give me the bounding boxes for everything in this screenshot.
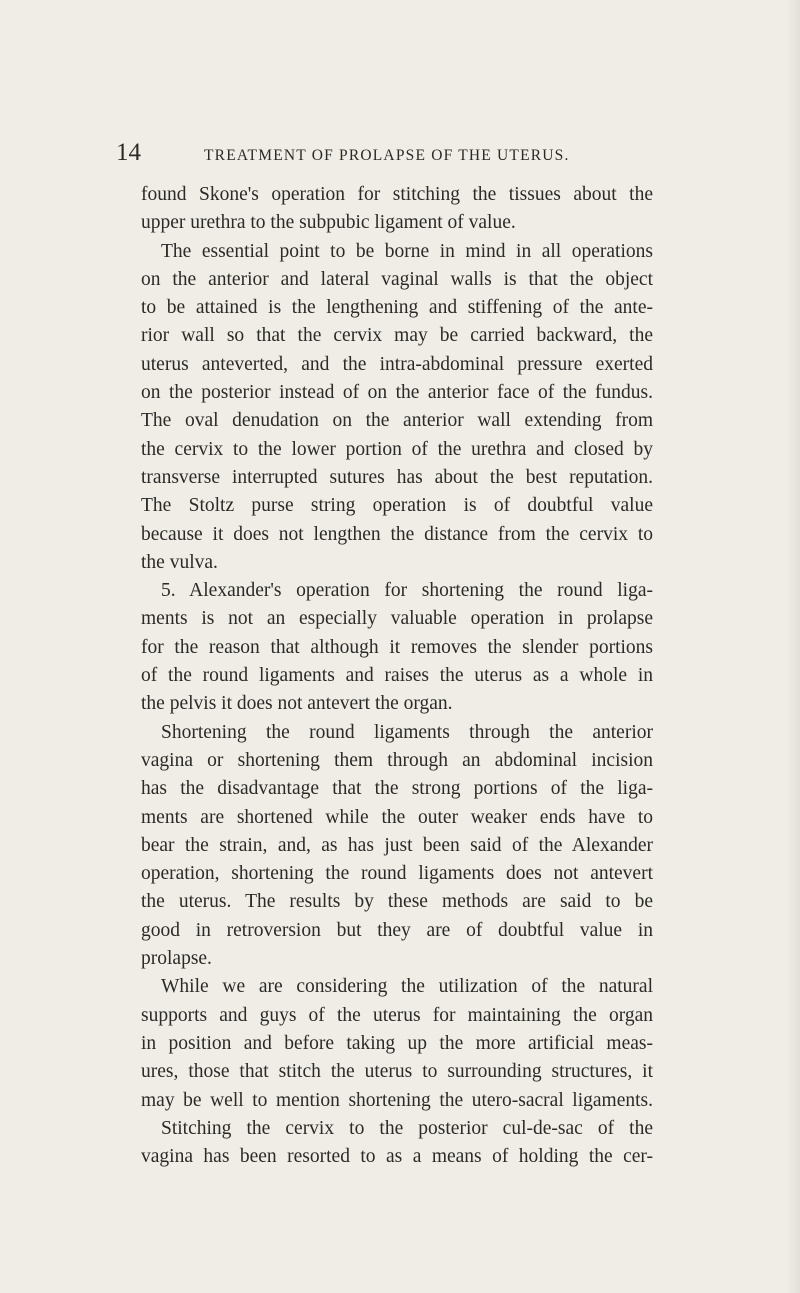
body-text [141, 181, 653, 1171]
text-line: Shortening the round ligaments through the anterior [161, 721, 653, 743]
text-line: good in retroversion but they are of doubtful value in [141, 919, 653, 941]
text-line: operation, shortening the round ligaments does not antevert [141, 863, 653, 885]
text-line: may be well to mention shortening the utero-sacral ligaments. [141, 1089, 653, 1111]
text-line: the pelvis it does not antevert the organ. [141, 693, 453, 715]
page-header [116, 139, 656, 169]
text-line: vagina or shortening them through an abdominal incision [141, 749, 653, 771]
running-head: TREATMENT OF PROLAPSE OF THE UTERUS. [204, 147, 570, 164]
page-edge-shading [786, 0, 800, 1293]
text-line: the uterus. The results by these methods are said to be [141, 891, 653, 913]
text-line: ures, those that stitch the uterus to surrounding structures, it [141, 1061, 653, 1083]
text-line: rior wall so that the cervix may be carried backward, the [141, 325, 653, 347]
text-line: because it does not lengthen the distance from the cervix to [141, 523, 653, 545]
text-line: for the reason that although it removes the slender portions [141, 636, 653, 658]
text-line: has the disadvantage that the strong portions of the liga- [141, 778, 653, 800]
text-line: Stitching the cervix to the posterior cul-de-sac of the [161, 1117, 653, 1139]
text-line: The essential point to be borne in mind in all operations [161, 240, 653, 262]
text-line: the vulva. [141, 551, 218, 573]
text-line: ments is not an especially valuable operation in prolapse [141, 608, 653, 630]
text-line: ments are shortened while the outer weaker ends have to [141, 806, 653, 828]
text-line: While we are considering the utilization of the natural [161, 976, 653, 998]
page-number: 14 [116, 139, 141, 166]
text-line: on the posterior instead of on the anterior face of the fundus. [141, 382, 653, 404]
text-line: bear the strain, and, as has just been said of the Alexander [141, 834, 653, 856]
text-line: of the round ligaments and raises the uterus as a whole in [141, 665, 653, 687]
text-line: The Stoltz purse string operation is of doubtful value [141, 495, 653, 517]
text-line: on the anterior and lateral vaginal walls is that the object [141, 268, 653, 290]
text-line: vagina has been resorted to as a means of holding the cer- [141, 1146, 653, 1168]
text-line: transverse interrupted sutures has about the best reputation. [141, 466, 653, 488]
text-line: prolapse. [141, 948, 212, 970]
text-line: in position and before taking up the more artificial meas- [141, 1032, 653, 1054]
text-line: to be attained is the lengthening and stiffening of the ante- [141, 297, 653, 319]
text-line: supports and guys of the uterus for maintaining the organ [141, 1004, 653, 1026]
text-line: the cervix to the lower portion of the urethra and closed by [141, 438, 653, 460]
text-line: uterus anteverted, and the intra-abdominal pressure exerted [141, 353, 653, 375]
text-line: 5. Alexander's operation for shortening the round liga- [161, 580, 653, 602]
text-line: upper urethra to the subpubic ligament of value. [141, 212, 516, 234]
text-line: The oval denudation on the anterior wall extending from [141, 410, 653, 432]
text-line: found Skone's operation for stitching the tissues about the [141, 184, 653, 205]
